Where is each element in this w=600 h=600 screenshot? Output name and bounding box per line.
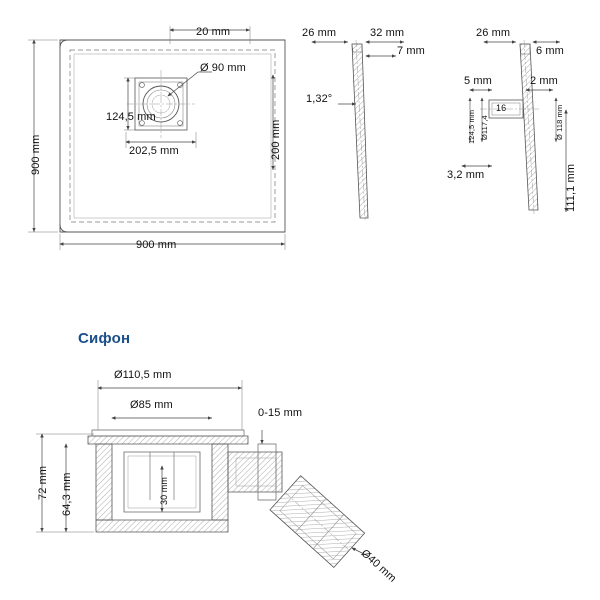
dim-siphon-total-height: 72 mm (37, 465, 49, 500)
dim-side-top-width: 32 mm (370, 27, 405, 39)
dim-detail-bottom-offset: 3,2 mm (447, 169, 485, 181)
dim-detail-right-small: 2 mm (530, 75, 558, 87)
dim-siphon-outer-diameter: Ø110,5 mm (114, 369, 172, 381)
dim-drain-diameter: Ø 90 mm (200, 62, 246, 74)
dim-detail-inner-box: 16 (496, 103, 507, 113)
dim-drain-vertical-offset: 124,5 mm (106, 111, 156, 123)
dim-detail-diameter-a: Ø117,4 (480, 115, 489, 140)
dim-siphon-inner-diameter: Ø85 mm (130, 399, 173, 411)
dim-side-angle: 1,32° (306, 93, 333, 105)
dim-detail-height: 111,1 mm (565, 163, 577, 212)
dim-right-offset: 200 mm (270, 119, 282, 160)
dim-detail-top-right: 6 mm (536, 45, 564, 57)
dim-drain-horizontal-offset: 202,5 mm (129, 145, 179, 157)
dim-tray-height: 900 mm (30, 134, 42, 175)
dim-siphon-body-height: 64,3 mm (61, 472, 73, 516)
dim-top-offset: 20 mm (196, 26, 231, 38)
dim-detail-left-height: 26 mm (476, 27, 511, 39)
dim-siphon-adjust-range: 0-15 mm (258, 407, 303, 419)
dim-side-thickness: 7 mm (397, 45, 425, 57)
section-title-siphon: Сифон (78, 330, 131, 347)
dim-tray-width: 900 mm (136, 239, 177, 251)
dim-siphon-water-seal: 30 mm (159, 476, 169, 505)
dim-detail-left-small: 5 mm (464, 75, 492, 87)
dim-detail-diameter-b: Ø 118 mm (555, 104, 564, 140)
dim-detail-offset-a: 124,5 mm (467, 109, 476, 144)
dim-siphon-outlet-diameter: Ø40 mm (358, 547, 399, 585)
dim-side-left-height: 26 mm (302, 27, 337, 39)
